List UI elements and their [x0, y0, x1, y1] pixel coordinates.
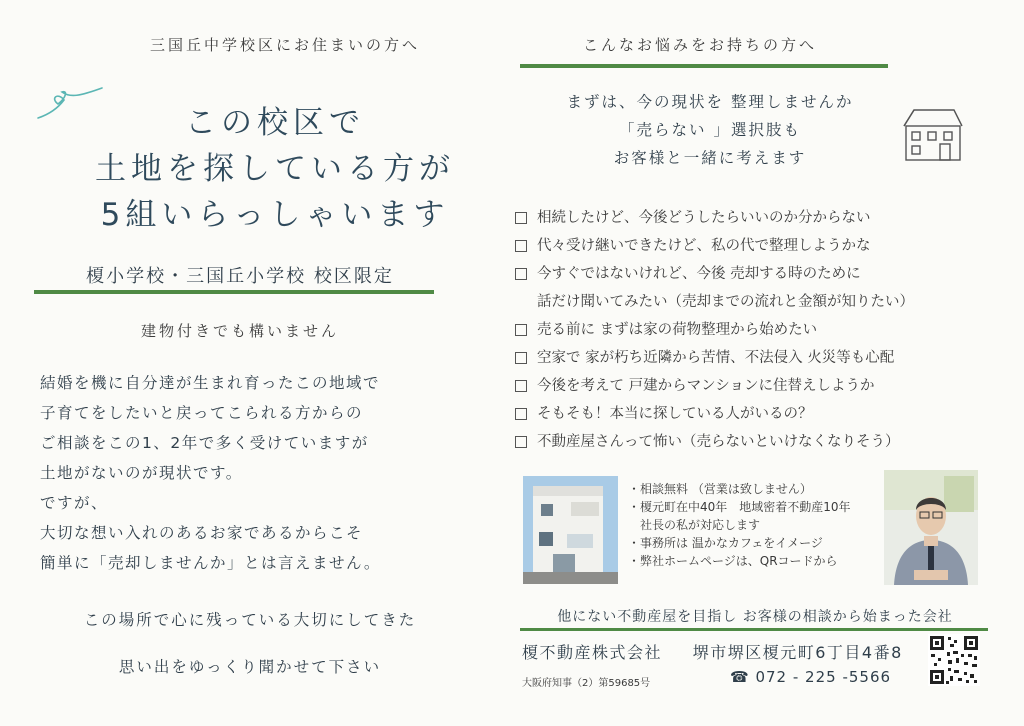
company-address: 堺市堺区榎元町6丁目4番8: [692, 643, 903, 662]
company-info: [522, 640, 922, 663]
phone-icon: ☎: [730, 668, 750, 686]
checklist-text: 代々受け継いできたけど、私の代で整理しようかな: [537, 238, 871, 254]
building-ok-note: 建物付きでも構いません: [140, 322, 339, 340]
phone-number: 072 - 225 -5566: [755, 668, 892, 686]
lead-line: 「売らない 」選択肢も: [619, 121, 801, 139]
bullet-item: ・弊社ホームページは、QRコードから: [628, 554, 838, 568]
phone-contact[interactable]: [730, 668, 891, 686]
checklist-item: [515, 428, 985, 456]
headline-line: 5組いらっしゃいます: [100, 197, 450, 233]
bullet-item: ・事務所は 温かなカフェをイメージ: [628, 536, 823, 550]
divider-bar: [520, 628, 988, 631]
message-line: 簡単に「売却しませんか」とは言えません。: [40, 554, 381, 572]
checklist-item: [515, 344, 985, 372]
headline-line: 土地を探している方が: [95, 151, 455, 187]
lead-line: まずは、今の現状を 整理しませんか: [566, 93, 854, 111]
checklist-item: [515, 260, 985, 316]
divider-bar: [520, 64, 888, 68]
company-name: 榎不動産株式会社: [522, 643, 663, 662]
checkbox-icon: [515, 324, 527, 336]
lead-line: お客様と一緒に考えます: [613, 149, 807, 167]
checkbox-icon: [515, 408, 527, 420]
checkbox-icon: [515, 352, 527, 364]
lead-text: [520, 88, 900, 172]
checklist-item: [515, 372, 985, 400]
bullet-item: 社長の私が対応します: [628, 518, 761, 532]
message-line: 大切な想い入れのあるお家であるからこそ: [40, 524, 364, 542]
license-number: 大阪府知事（2）第59685号: [522, 678, 651, 689]
checkbox-icon: [515, 240, 527, 252]
president-photo: [884, 470, 978, 585]
message-line: ご相談をこの1、2年で多く受けていますが: [40, 434, 369, 452]
checklist-item: [515, 400, 985, 428]
checklist-item: [515, 232, 985, 260]
message-line: ですが、: [40, 494, 109, 512]
checklist-text: 話だけ聞いてみたい（売却までの流れと金額が知りたい）: [537, 294, 914, 310]
bullet-item: ・榎元町在中40年 地域密着不動産10年: [628, 500, 851, 514]
checklist-text: 空家で 家が朽ち近隣から苦情、不法侵入 火災等も心配: [537, 350, 895, 366]
message-body: [40, 368, 460, 578]
checklist-text: 今すぐではないけれど、今後 売却する時のために: [537, 266, 861, 282]
house-icon: [900, 104, 966, 164]
checklist-text: そもそも！本当に探している人がいるの？: [537, 406, 813, 422]
checklist-text: 売る前に まずは家の荷物整理から始めたい: [537, 322, 818, 338]
message-line: 土地がないのが現状です。: [40, 464, 243, 482]
checkbox-icon: [515, 268, 527, 280]
closing-line: この場所で心に残っている大切にしてきた: [83, 611, 417, 629]
checkbox-icon: [515, 212, 527, 224]
checklist-text: 不動産屋さんって怖い（売らないといけなくなりそう）: [537, 434, 900, 450]
left-kicker: 三国丘中学校区にお住まいの方へ: [149, 36, 420, 54]
closing-line: 思い出をゆっくり聞かせて下さい: [118, 658, 382, 676]
divider-bar: [34, 290, 434, 294]
office-building-photo: [523, 476, 618, 584]
checkbox-icon: [515, 380, 527, 392]
checklist-item: [515, 204, 985, 232]
headline: [60, 100, 490, 238]
checklist-item: [515, 316, 985, 344]
bullet-item: ・相談無料 （営業は致しません）: [628, 482, 812, 496]
service-bullets: [628, 480, 880, 570]
worry-checklist: [515, 204, 985, 456]
company-slogan: 他にない不動産屋を目指し お客様の相談から始まった会社: [557, 609, 953, 625]
right-kicker: こんなお悩みをお持ちの方へ: [582, 36, 817, 54]
headline-line: この校区で: [185, 105, 365, 141]
message-line: 子育てをしたいと戻ってこられる方からの: [40, 404, 364, 422]
checkbox-icon: [515, 436, 527, 448]
school-zone-title: 榎小学校・三国丘小学校 校区限定: [86, 266, 394, 287]
checklist-text: 相続したけど、今後どうしたらいいのか分からない: [537, 210, 871, 226]
checklist-text: 今後を考えて 戸建からマンションに住替えしようか: [537, 378, 875, 394]
qr-code[interactable]: [928, 634, 980, 686]
message-line: 結婚を機に自分達が生まれ育ったこの地域で: [40, 374, 381, 392]
